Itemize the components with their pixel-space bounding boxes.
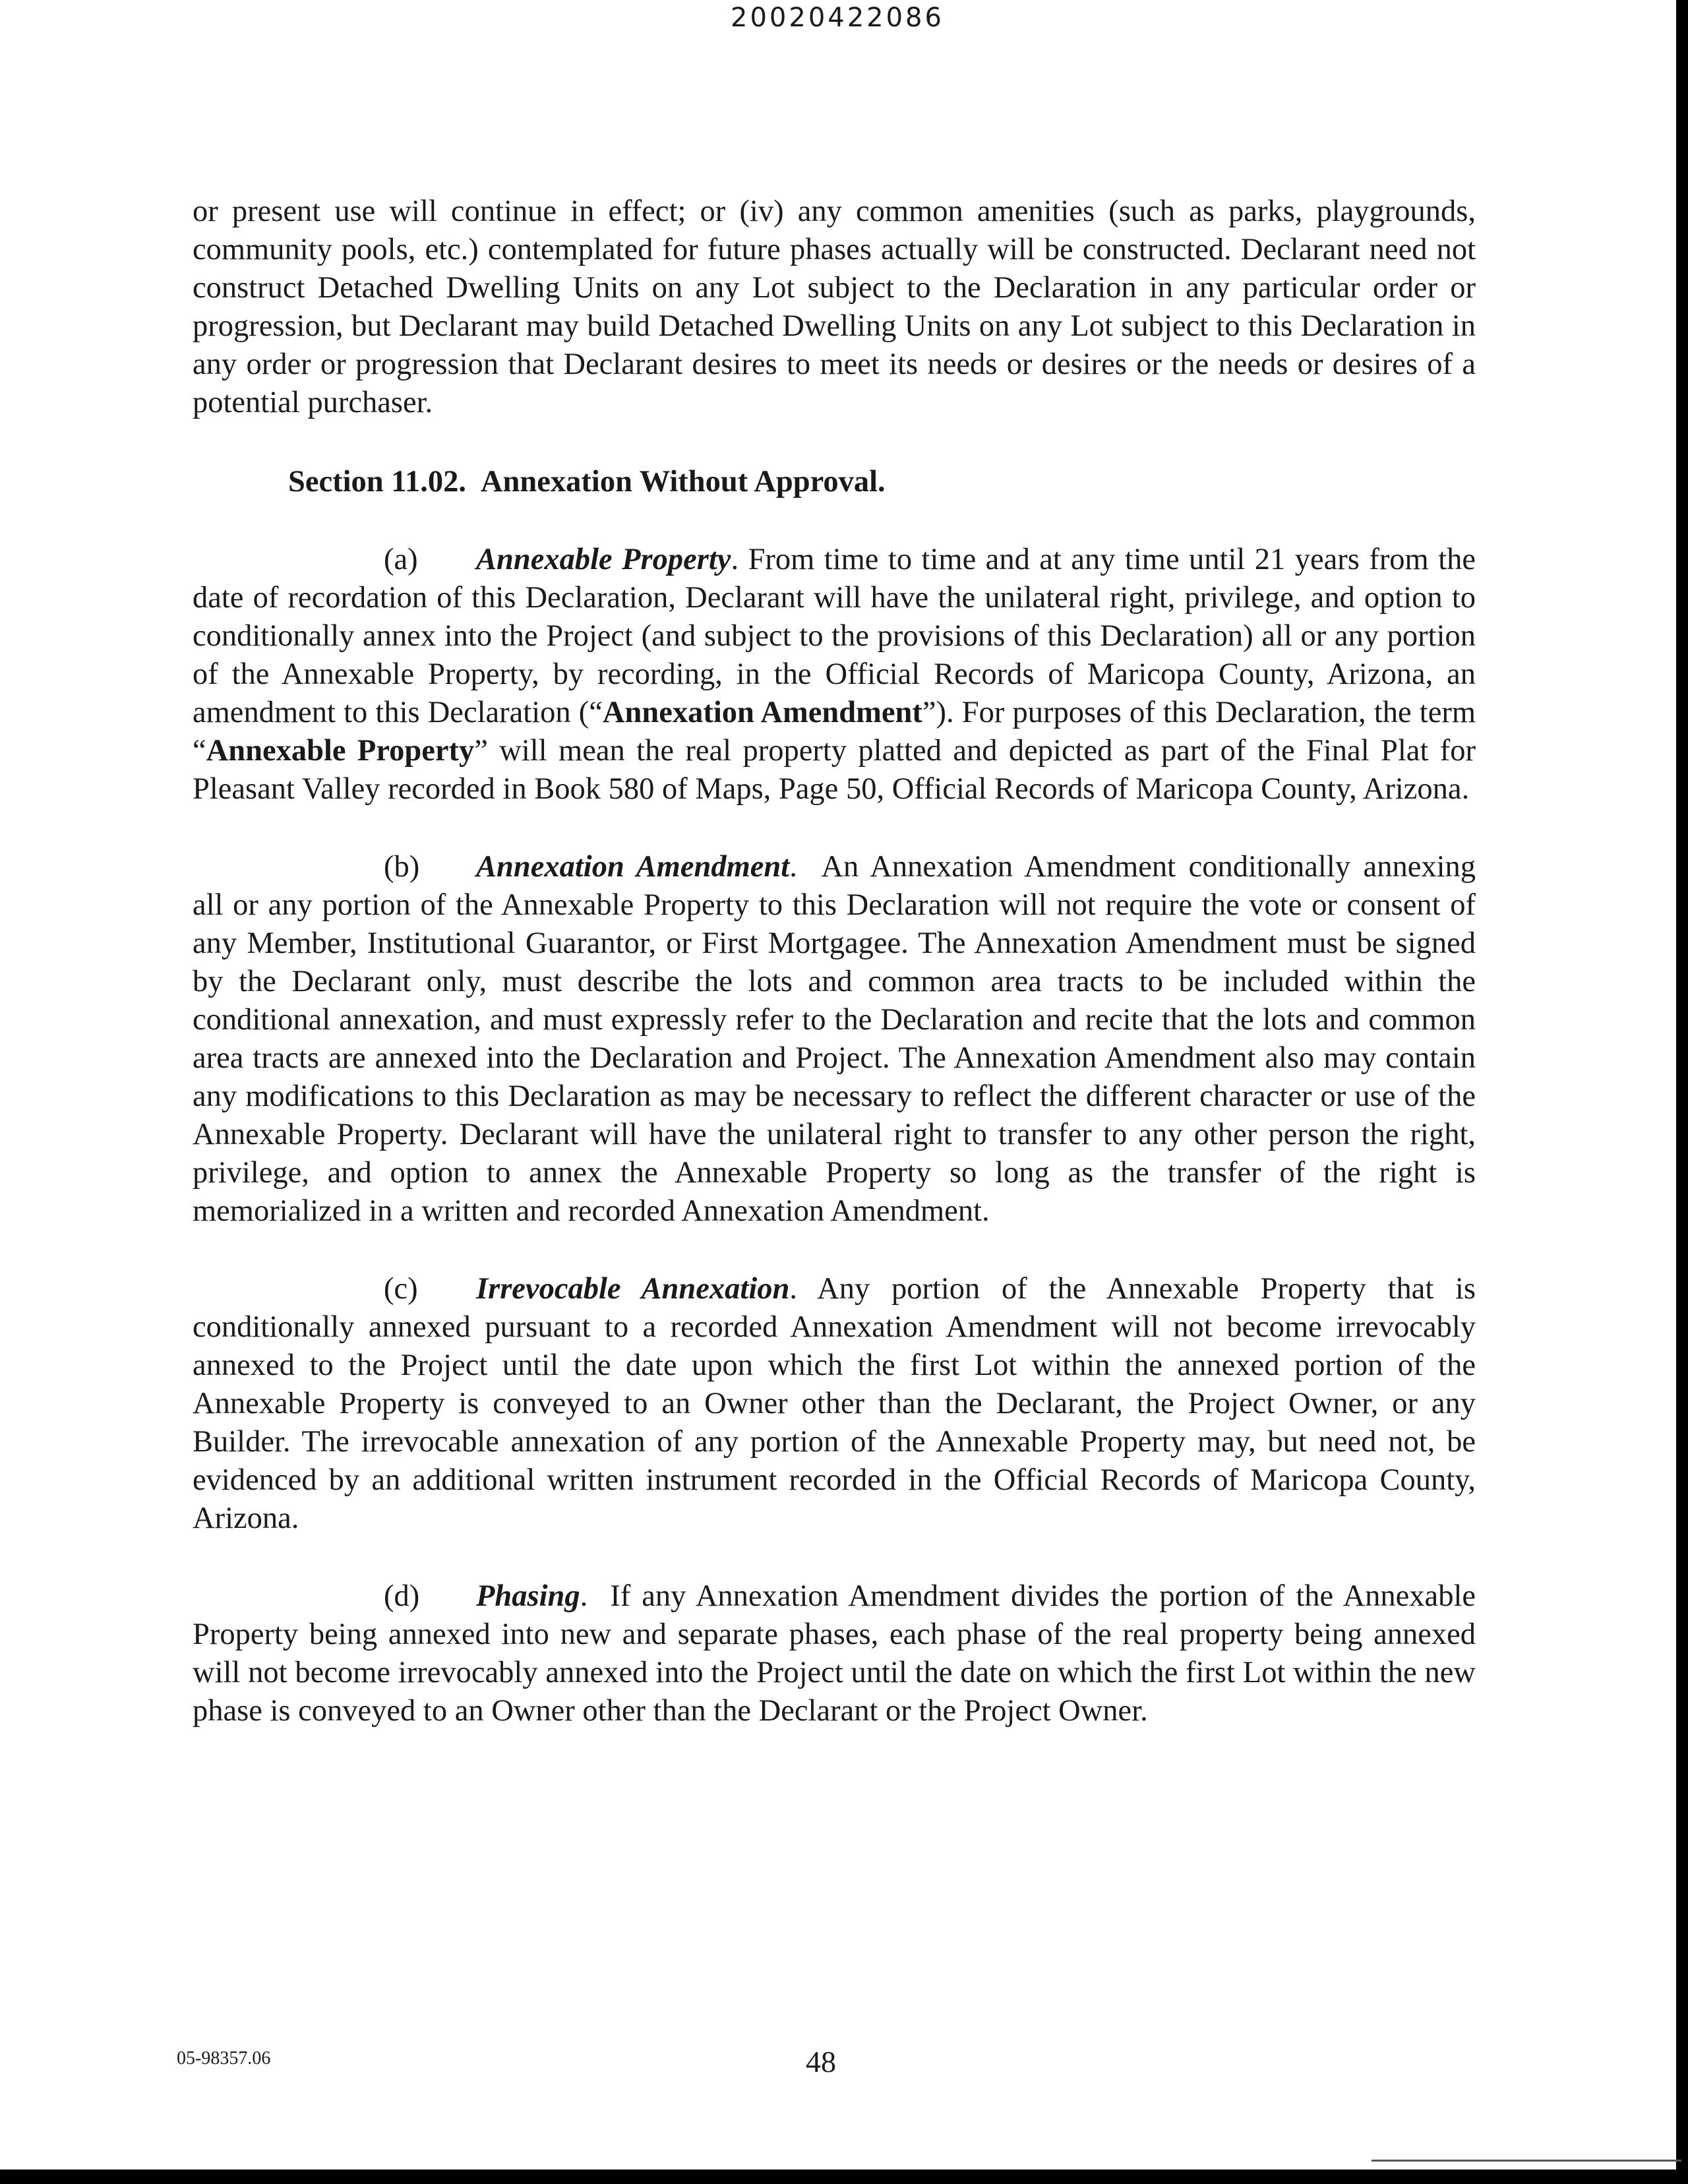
intro-paragraph: or present use will continue in effect; or (iv) any common amenities (such as parks, playgrounds, community pools, etc.) contemplated for future phases actually will be constructed. Declarant need not construct Detached Dwelling Units on any Lot subject to the Declaration in any particular order or progression, but Declarant may build Detached Dwelling Units on any Lot subject to this Declaration in any order or progression that Declarant desires to meet its needs or desires or the needs or desires of a potential purchaser. (193, 195, 1476, 419)
subparagraph-d: (d) Phasing. If any Annexation Amendment divides the portion of the Annexable Property being annexed into new and separate phases, each phase of the real property being annexed will not become irrevocably annexed into the Project until the date on which the first Lot within the new phase is conveyed to an Owner other than the Declarant or the Project Owner. (193, 1577, 1476, 1730)
subparagraph-text: An Annexation Amendment conditionally annexing all or any portion of the Annexable Property to this Declaration will not require the vote or consent of any Member, Institutional Guarantor, or First Mortgagee. The Annexation Amendment must be signed by the Declarant only, must describe the lots and common area tracts to be included within the conditional annexation, and must expressly refer to the Declaration and recite that the lots and common area tracts are annexed into the Declaration and Project. The Annexation Amendment also may contain any modifications to this Declaration as may be necessary to reflect the different character or use of the Annexable Property. Declarant will have the unilateral right to transfer to any other person the right, privilege, and option to annex the Annexable Property so long as the transfer of the right is memorialized in a written and recorded Annexation Amendment. (193, 850, 1476, 1228)
recording-number: 20020422086 (731, 3, 944, 33)
section-number: Section 11.02. (288, 465, 466, 499)
subparagraph-label: (d) (384, 1579, 420, 1613)
defined-term: Annexable Property (206, 734, 475, 768)
page-body (193, 193, 1476, 1770)
scan-line-bottom (1372, 2160, 1681, 2162)
scan-edge-bottom (0, 2169, 1688, 2184)
subparagraph-c: (c) Irrevocable Annexation. Any portion of the Annexable Property that is conditionally annexed pursuant to a recorded Annexation Amendment will not become irrevocably annexed to the Project until the date upon which the first Lot within the annexed portion of the Annexable Property is conveyed to an Owner other than the Declarant, the Project Owner, or any Builder. The irrevocable annexation of any portion of the Annexable Property may, but need not, be evidenced by an additional written instrument recorded in the Official Records of Maricopa County, Arizona. (193, 1270, 1476, 1538)
subparagraph-title: Annexation Amendment (476, 850, 790, 884)
defined-term: Annexation Amendment (602, 696, 922, 729)
subparagraph-text: ”). For purposes of this Declaration, the term “ (193, 696, 1476, 768)
subparagraph-text: If any Annexation Amendment divides the portion of the Annexable Property being annexed into new and separate phases, each phase of the real property being annexed will not become irrevocably annexed into the Project until the date on which the first Lot within the new phase is conveyed to an Owner other than the Declarant or the Project Owner. (193, 1579, 1476, 1728)
subparagraph-title: Irrevocable Annexation (476, 1272, 790, 1306)
subparagraph-text: ” will mean the real property platted and depicted as part of the Final Plat for Pleasant Valley recorded in Book 580 of Maps, Page 50, Official Records of Maricopa County, Arizona. (193, 734, 1476, 806)
footer-document-code: 05-98357.06 (177, 2048, 271, 2069)
section-title: Annexation Without Approval. (480, 465, 886, 499)
subparagraph-label: (b) (384, 850, 420, 884)
subparagraph-title: Annexable Property (476, 543, 731, 576)
subparagraph-a: (a) Annexable Property. From time to time and at any time until 21 years from the date of recordation of this Declaration, Declarant will have the unilateral right, privilege, and option to conditionally annex into the Project (and subject to the provisions of this Declaration) all or any portion of the Annexable Property, by recording, in the Official Records of Maricopa County, Arizona, an amendment to this Declaration (“Annexation Amendment”). For purposes of this Declaration, the term “Annexable Property” will mean the real property platted and depicted as part of the Final Plat for Pleasant Valley recorded in Book 580 of Maps, Page 50, Official Records of Maricopa County, Arizona. (193, 541, 1476, 808)
section-heading (288, 463, 1476, 501)
subparagraph-b: (b) Annexation Amendment. An Annexation Amendment conditionally annexing all or any portion of the Annexable Property to this Declaration will not require the vote or consent of any Member, Institutional Guarantor, or First Mortgagee. The Annexation Amendment must be signed by the Declarant only, must describe the lots and common area tracts to be included within the conditional annexation, and must expressly refer to the Declaration and recite that the lots and common area tracts are annexed into the Declaration and Project. The Annexation Amendment also may contain any modifications to this Declaration as may be necessary to reflect the different character or use of the Annexable Property. Declarant will have the unilateral right to transfer to any other person the right, privilege, and option to annex the Annexable Property so long as the transfer of the right is memorialized in a written and recorded Annexation Amendment. (193, 848, 1476, 1230)
subparagraph-text: From time to time and at any time until 21 years from the date of recordation of this Declaration, Declarant will have the unilateral right, privilege, and option to conditionally annex into the Project (and subject to the provisions of this Declaration) all or any portion of the Annexable Property, by recording, in the Official Records of Maricopa County, Arizona, an amendment to this Declaration (“ (193, 543, 1476, 729)
page-number: 48 (806, 2045, 836, 2078)
subparagraph-title: Phasing (476, 1579, 580, 1613)
subparagraph-label: (a) (384, 543, 418, 576)
scan-edge-right (1676, 0, 1688, 2184)
subparagraph-label: (c) (384, 1272, 418, 1306)
subparagraph-text: Any portion of the Annexable Property that is conditionally annexed pursuant to a recorded Annexation Amendment will not become irrevocably annexed to the Project until the date upon which the first Lot within the annexed portion of the Annexable Property is conveyed to an Owner other than the Declarant, the Project Owner, or any Builder. The irrevocable annexation of any portion of the Annexable Property may, but need not, be evidenced by an additional written instrument recorded in the Official Records of Maricopa County, Arizona. (193, 1272, 1476, 1535)
